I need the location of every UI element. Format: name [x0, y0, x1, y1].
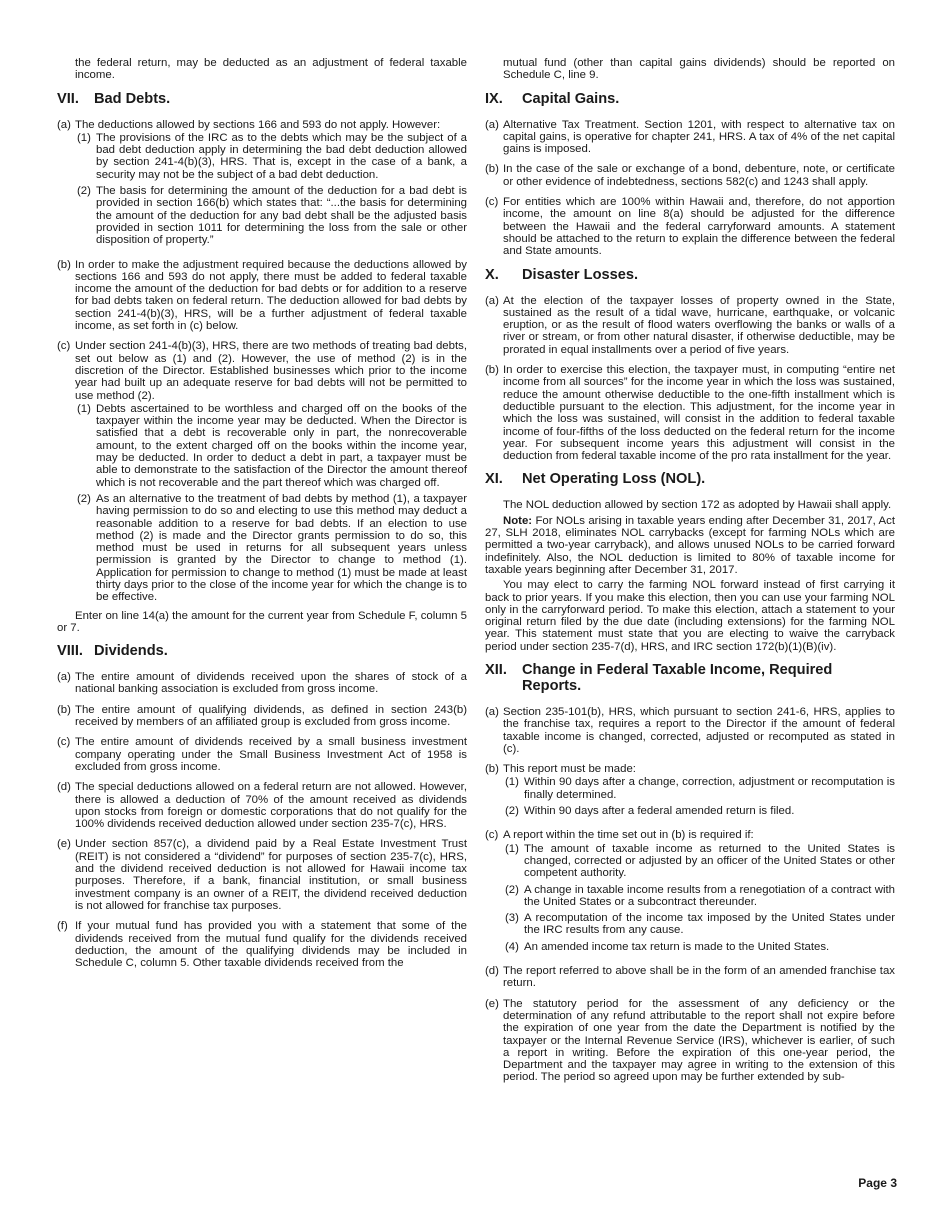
item-text: The special deductions allowed on a federal return are not allowed. However, there is allowed a deduction of 70% of the amount received as dividends upon stocks from foreign or domestic corporations that do not qualify for the 100% dividends received deduction allowed under section 235-7(c), HRS.: [75, 781, 467, 831]
item-label: (b): [485, 364, 499, 377]
item-label: (a): [57, 118, 71, 131]
item-text: The statutory period for the assessment of any deficiency or the determination of any refund attributable to the report shall not expire before the expiration of one year from the date the Department is notified by the taxpayer or the Internal Revenue Service (IRS), whichever is earlier, of such a report in writing. Before the expiration of this one-year period, the Department and the taxpayer may agree in writing to the extension of this period. The period so agreed upon may be further extended by sub-: [503, 997, 895, 1084]
section-heading-dividends: [57, 643, 467, 659]
list-item: [485, 998, 895, 1084]
item-label: (b): [57, 258, 71, 271]
item-label: (a): [57, 671, 71, 684]
list-item: [57, 259, 467, 333]
sub-item: [77, 403, 467, 489]
sub-item-text: An amended income tax return is made to the United States.: [524, 940, 830, 953]
item-text: The deductions allowed by sections 166 and 593 do not apply. However:: [75, 118, 441, 131]
sub-item-text: Within 90 days after a change, correction, adjustment or recomputation is finally determined.: [524, 776, 895, 801]
item-label: (b): [485, 763, 499, 776]
list-item: [485, 295, 895, 356]
list-item: [57, 671, 467, 696]
item-text: In the case of the sale or exchange of a bond, debenture, note, or certificate or other evidence of indebtedness, sections 582(c) and 1243 shall apply.: [503, 163, 895, 188]
item-text: Alternative Tax Treatment. Section 1201, with respect to alternative tax on capital gains, is operative for chapter 241, HRS. A tax of 4% of the net capital gains is imposed.: [503, 118, 895, 156]
left-column: [57, 57, 467, 977]
note-text: For NOLs arising in taxable years ending after December 31, 2017, Act 27, SLH 2018, eliminates NOL carrybacks (except for farming NOLs which are permitted a two-year carryback), and allows unused NOLs to be carried forward indefinitely. Also, the NOL deduction is limited to 80% of taxable income for taxable years beginning after December 31, 2017.: [485, 514, 895, 576]
sub-item: [505, 843, 895, 880]
section-heading-bad-debts: [57, 91, 467, 107]
sub-item-label: (1): [505, 842, 519, 855]
section-number: X.: [485, 266, 499, 283]
sub-item-text: A recomputation of the income tax imposed by the United States under the IRC results from any cause.: [524, 912, 895, 937]
section-title: Dividends.: [94, 643, 168, 660]
item-label: (f): [57, 920, 68, 933]
continued-paragraph: mutual fund (other than capital gains dividends) should be reported on Schedule C, line 9.: [503, 57, 895, 82]
item-text: Under section 857(c), a dividend paid by a Real Estate Investment Trust (REIT) is not considered a “dividend” for purposes of section 235-7(c), HRS, and the dividend received deduction is not allowed for Hawaii income tax purposes. Therefore, if a bank, financial institution, or small business investment company is an owner of a REIT, the dividend received deduction is not allowed for franchise tax purposes.: [75, 838, 467, 912]
item-label: (c): [485, 829, 499, 842]
item-text: At the election of the taxpayer losses of property owned in the State, sustained as the result of a tidal wave, hurricane, earthquake, or volcanic eruption, or as the result of flood waters overflowing the banks or walls of a river or stream, or from other natural disaster, if otherwise deductible, may be prorated in equal installments over a period of five years.: [503, 294, 895, 356]
list-item: [485, 829, 895, 957]
sub-item-label: (2): [77, 492, 91, 505]
sub-item-text: The amount of taxable income as returned to the United States is changed, corrected or adjusted by an officer of the United States or other competent authority.: [524, 842, 895, 880]
item-text: The entire amount of dividends received upon the shares of stock of a national banking association is excluded from gross income.: [75, 671, 467, 696]
sub-item-label: (2): [77, 185, 91, 198]
list-item: [57, 838, 467, 912]
item-label: (d): [485, 965, 499, 978]
list-item: [57, 781, 467, 830]
item-label: (a): [485, 118, 499, 131]
list-item: [485, 706, 895, 755]
item-label: (a): [485, 294, 499, 307]
item-label: (e): [485, 997, 499, 1010]
nol-note-paragraph: [485, 515, 895, 576]
list-item: [485, 119, 895, 156]
item-text: In order to exercise this election, the taxpayer must, in computing “entire net income from all sources” for the income year in which the loss was sustained, reduce the amount otherwise deductible to the one-fifth installment which is deductible pursuant to the election. This adjustment, for the income year in which the loss was sustained, will consist in the addition to federal taxable income of four-fifths of the loss deducted on the federal return for the income year. For subsequent income years this adjustment will consist in the deduction from federal taxable income of the pro rata installment for the year.: [503, 364, 895, 463]
section-title: Disaster Losses.: [522, 266, 639, 283]
sub-item-label: (1): [77, 131, 91, 144]
section-number: XI.: [485, 471, 503, 488]
sub-item: [505, 776, 895, 801]
sub-item-label: (2): [505, 883, 519, 896]
nol-paragraph: The NOL deduction allowed by section 172 as adopted by Hawaii shall apply.: [503, 499, 892, 512]
sub-item: [505, 805, 895, 817]
sub-item: [77, 493, 467, 604]
section-heading-capital-gains: [485, 91, 895, 107]
section-title: Change in Federal Taxable Income, Required Reports.: [522, 661, 833, 694]
item-text: In order to make the adjustment required because the deductions allowed by sections 166 and 593 do not apply, there must be added to federal taxable income the amount of the deduction for bad debts or for addition to a reserve for bad debts taken on federal return. The deduction allowed for bad debts by section 241-4(b)(3), HRS, will be a further adjustment of federal taxable income, as set forth in (c) below.: [75, 258, 467, 333]
right-column: [485, 57, 895, 1092]
sub-item-text: The provisions of the IRC as to the debts which may be the subject of a bad debt deduction apply in determining the bad debt deduction allowed by section 241-4(b)(3), HRS. That is, except in the case of a bank, a security may not be the subject of a bad debt deduction.: [96, 131, 467, 181]
item-label: (c): [57, 340, 71, 353]
sub-item-label: (1): [77, 402, 91, 415]
nol-election-paragraph: You may elect to carry the farming NOL forward instead of first carrying it back to prior years. If you make this election, then you can use your farming NOL only in the carryforward period. To make this election, attach a statement to your original return filed by the due date (including extensions) for the farming NOL year. This statement must state that you are electing to waive the carryback period under section 235-7(d), HRS, and IRC section 172(b)(1)(B)(iv).: [485, 579, 895, 653]
sub-item: [77, 132, 467, 181]
list-item: [485, 196, 895, 257]
section-title: Net Operating Loss (NOL).: [522, 471, 706, 488]
sub-item: [505, 912, 895, 937]
sub-item-label: (1): [505, 776, 519, 789]
sub-item: [505, 941, 895, 953]
sub-item-text: Debts ascertained to be worthless and charged off on the books of the taxpayer within the income year may be deducted. When the Director is satisfied that a debt is recoverable only in part, the nonrecoverable amount, to the extent charged off on the books within the income year, may be deducted. In order to deduct a debt in part, a taxpayer must be able to demonstrate to the satisfaction of the Director the amount thereof which is not recoverable and the part thereof which was charged off.: [96, 402, 467, 489]
item-text: The entire amount of qualifying dividends, as defined in section 243(b) received by members of an affiliated group is excluded from gross income.: [75, 703, 467, 729]
sub-item-label: (3): [505, 912, 519, 925]
item-label: (b): [57, 703, 71, 716]
note-label: Note:: [503, 514, 533, 527]
item-label: (c): [57, 736, 71, 749]
item-text: This report must be made:: [503, 763, 636, 776]
section-heading-disaster-losses: [485, 267, 895, 283]
item-text: For entities which are 100% within Hawaii and, therefore, do not apportion income, the amount on line 8(a) should be adjusted for the difference between the Hawaii and the federal carryforward amounts. A statement should be attached to the return to explain the difference between the federal and State amounts.: [503, 196, 895, 258]
list-item: [485, 364, 895, 462]
item-text: If your mutual fund has provided you with a statement that some of the dividends received from the mutual fund qualify for the dividends received deduction, the amount of the qualifying dividends may be included in Schedule C, column 5. Other taxable dividends received from the: [75, 920, 467, 970]
item-text: A report within the time set out in (b) is required if:: [503, 829, 754, 842]
list-item: [485, 965, 895, 990]
sub-item-label: (2): [505, 805, 519, 818]
item-label: (b): [485, 163, 499, 176]
sub-item-text: A change in taxable income results from a renegotiation of a contract with the United States or a subcontract thereunder.: [524, 883, 895, 908]
sub-item-text: As an alternative to the treatment of bad debts by method (1), a taxpayer having permission to do so and electing to use this method may deduct a reasonable addition to a reserve for bad debts. If an election to use method (2) is made and the Director grants permission to do so, this method must be used in returns for all subsequent years unless permission is granted by the Director to change to method (1). Application for permission to change to method (1) must be made at least thirty days prior to the close of the income year for which the change is to be effective.: [96, 492, 467, 604]
section-number: VII.: [57, 90, 79, 107]
section-title: Capital Gains.: [522, 90, 620, 107]
section-number: XII.: [485, 661, 507, 678]
list-item: [485, 763, 895, 821]
item-text: Section 235-101(b), HRS, which pursuant to section 241-6, HRS, applies to the franchise tax, requires a report to the Director if the amount of federal taxable income is changed, corrected, adjusted or recomputed as stated in (c).: [503, 705, 895, 755]
item-label: (e): [57, 838, 71, 851]
list-item: [57, 704, 467, 729]
item-text: The report referred to above shall be in the form of an amended franchise tax return.: [503, 965, 895, 990]
section-heading-nol: [485, 471, 895, 487]
section-number: VIII.: [57, 643, 83, 660]
item-label: (c): [485, 196, 499, 209]
sub-item: [505, 884, 895, 909]
list-item: [57, 340, 467, 607]
sub-item: [77, 185, 467, 246]
sub-item-text: The basis for determining the amount of the deduction for a bad debt is provided in section 166(b) which states that: “...the basis for determining the amount of the deduction for any bad debt shall be the adjusted basis provided in section 1011 for determining the loss from the sale or other disposition of property.”: [96, 185, 467, 247]
item-text: The entire amount of dividends received by a small business investment company operating under the Small Business Investment Act of 1958 is excluded from gross income.: [75, 736, 467, 773]
sub-item-label: (4): [505, 940, 519, 953]
list-item: [57, 736, 467, 773]
item-label: (a): [485, 705, 499, 718]
item-text: Under section 241-4(b)(3), HRS, there are two methods of treating bad debts, set out below as (1) and (2). However, the use of method (2) is in the discretion of the Director. Established businesses which prior to the income year had built up an adequate reserve for bad debts will not be permitted to use method (2).: [75, 340, 467, 402]
list-item: [57, 119, 467, 251]
section-number: IX.: [485, 90, 503, 107]
section-heading-change-in-federal-taxable-income: [485, 662, 895, 694]
item-label: (d): [57, 781, 71, 794]
section-title: Bad Debts.: [94, 90, 171, 107]
continued-paragraph: the federal return, may be deducted as an adjustment of federal taxable income.: [75, 57, 467, 82]
instruction-paragraph: Enter on line 14(a) the amount for the current year from Schedule F, column 5 or 7.: [57, 609, 467, 634]
list-item: [57, 920, 467, 969]
list-item: [485, 163, 895, 188]
page-number: Page 3: [858, 1176, 897, 1190]
sub-item-text: Within 90 days after a federal amended return is filed.: [524, 805, 795, 818]
